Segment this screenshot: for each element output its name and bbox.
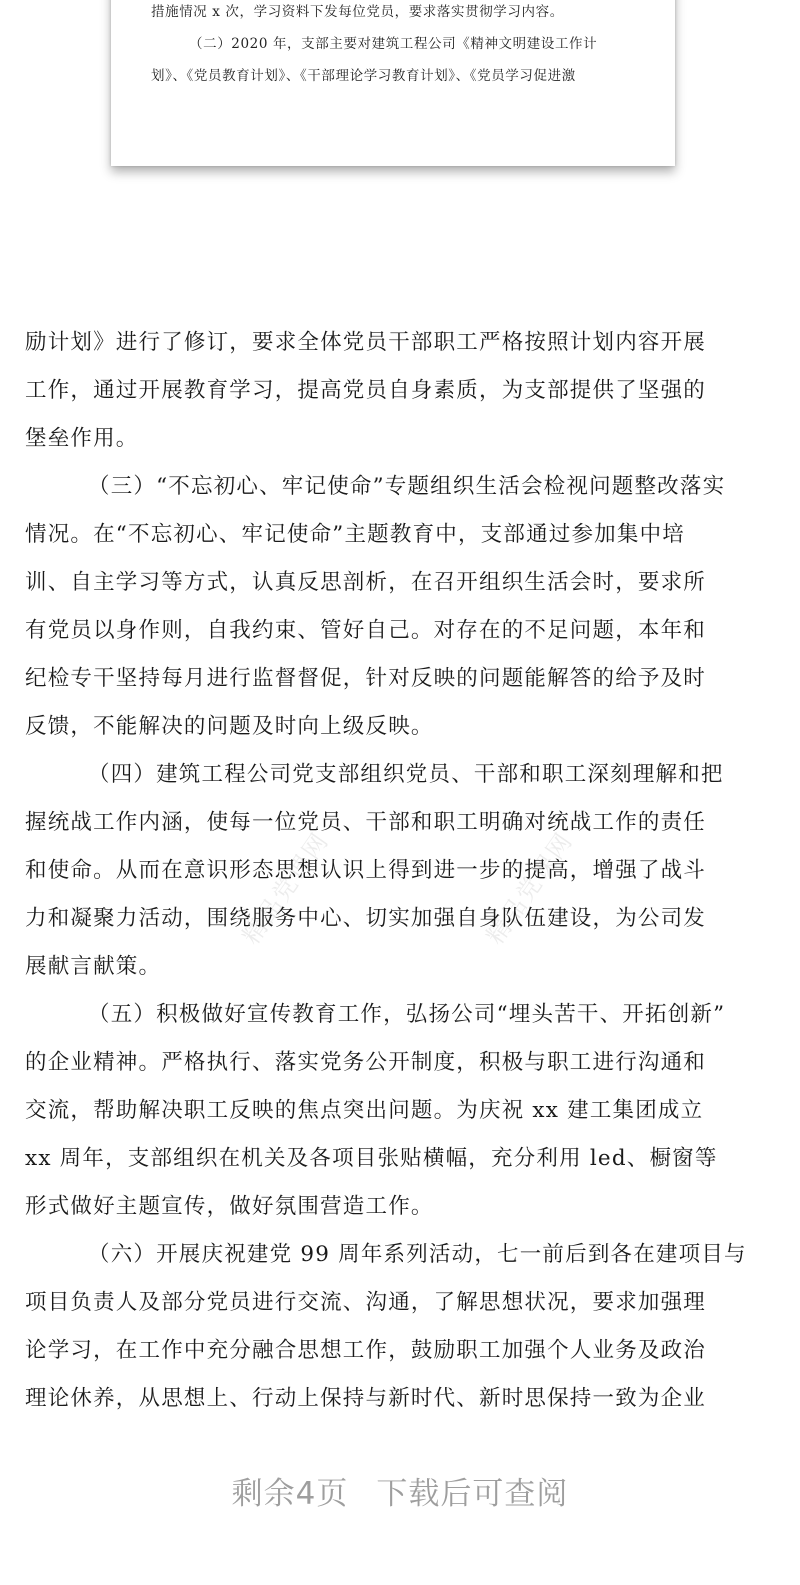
body-line: 情况。在“不忘初心、牢记使命”主题教育中，支部通过参加集中培: [25, 522, 685, 547]
body-line: 握统战工作内涵，使每一位党员、干部和职工明确对统战工作的责任: [25, 810, 707, 835]
body-line: 理论休养，从思想上、行动上保持与新时代、新时思保持一致为企业: [25, 1386, 707, 1411]
body-line: 形式做好主题宣传，做好氛围营造工作。: [25, 1194, 434, 1219]
download-to-view-label: 下载后可查阅: [376, 1476, 569, 1512]
body-line: 力和凝聚力活动，围绕服务中心、切实加强自身队伍建设，为公司发: [25, 906, 707, 931]
watermark: 精品党课网: [236, 826, 335, 950]
body-line: xx 周年，支部组织在机关及各项目张贴横幅，充分利用 led、橱窗等: [25, 1146, 718, 1171]
body-line: 的企业精神。严格执行、落实党务公开制度，积极与职工进行沟通和: [25, 1050, 707, 1075]
paragraph-heading-5: （五）积极做好宣传教育工作，弘扬公司“埋头苦干、开拓创新”: [88, 1002, 726, 1027]
body-line: 和使命。从而在意识形态思想认识上得到进一步的提高，增强了战斗: [25, 858, 707, 883]
body-line: 论学习，在工作中充分融合思想工作，鼓励职工加强个人业务及政治: [25, 1338, 707, 1363]
remaining-pages-label: 剩余4页: [231, 1476, 349, 1512]
body-line: 展献言献策。: [25, 954, 162, 979]
watermark: 精品党课网: [480, 826, 579, 950]
preview-page-card: [111, 0, 675, 166]
preview-line: （二）2020 年，支部主要对建筑工程公司《精神文明建设工作计: [189, 36, 598, 52]
body-line: 反馈，不能解决的问题及时向上级反映。: [25, 714, 434, 739]
body-line: 堡垒作用。: [25, 426, 139, 451]
paragraph-heading-3: （三）“不忘初心、牢记使命”专题组织生活会检视问题整改落实: [88, 474, 726, 499]
body-line: 项目负责人及部分党员进行交流、沟通，了解思想状况，要求加强理: [25, 1290, 707, 1315]
preview-line: 措施情况 x 次，学习资料下发每位党员，要求落实贯彻学习内容。: [151, 4, 564, 20]
body-line: 励计划》进行了修订，要求全体党员干部职工严格按照计划内容开展: [25, 330, 707, 355]
paragraph-heading-4: （四）建筑工程公司党支部组织党员、干部和职工深刻理解和把: [88, 762, 724, 787]
preview-line: 划》、《党员教育计划》、《干部理论学习教育计划》、《党员学习促进激: [151, 68, 576, 84]
paragraph-heading-6: （六）开展庆祝建党 99 周年系列活动，七一前后到各在建项目与: [88, 1242, 747, 1267]
body-line: 工作，通过开展教育学习，提高党员自身素质，为支部提供了坚强的: [25, 378, 707, 403]
download-prompt[interactable]: [0, 1468, 800, 1513]
body-line: 有党员以身作则，自我约束、管好自己。对存在的不足问题，本年和: [25, 618, 707, 643]
body-line: 交流，帮助解决职工反映的焦点突出问题。为庆祝 xx 建工集团成立: [25, 1098, 704, 1123]
body-line: 纪检专干坚持每月进行监督督促，针对反映的问题能解答的给予及时: [25, 666, 707, 691]
body-line: 训、自主学习等方式，认真反思剖析，在召开组织生活会时，要求所: [25, 570, 707, 595]
